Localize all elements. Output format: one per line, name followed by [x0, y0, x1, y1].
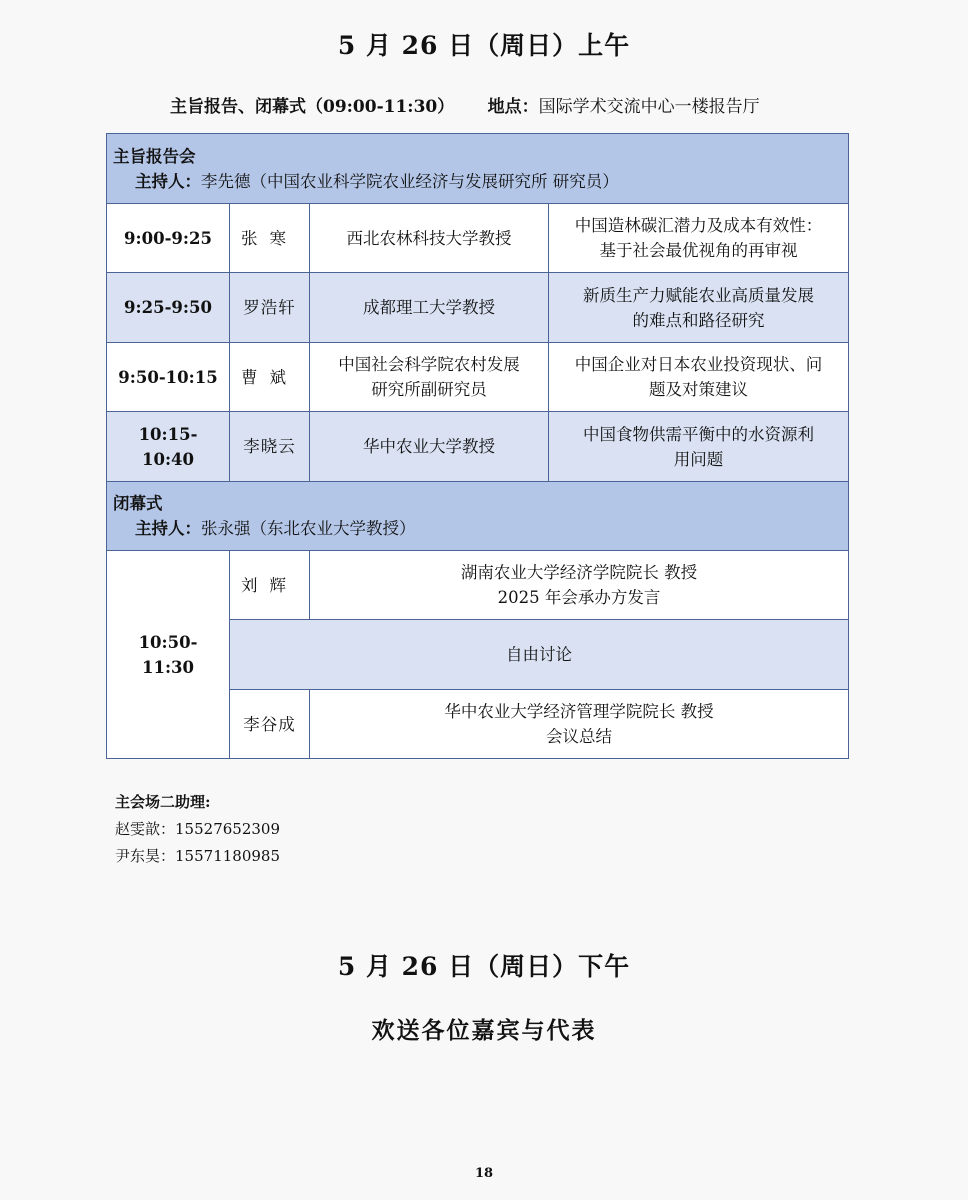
free-discussion-cell: 自由讨论: [230, 620, 849, 690]
assistant-item: [115, 843, 280, 870]
morning-title: 5 月 26 日（周日）上午: [337, 31, 631, 60]
speaker-cell: 刘辉: [230, 551, 310, 620]
closing-host: [113, 516, 842, 541]
assistants-block: [115, 789, 280, 870]
affiliation-line: 中国社会科学院农村发展: [338, 355, 520, 374]
time-cell: 9:00-9:25: [107, 204, 230, 273]
assistants-label: 主会场二助理:: [115, 793, 211, 811]
topic-line: 用问题: [673, 449, 724, 469]
content-line: 湖南农业大学经济学院院长 教授: [460, 563, 698, 582]
content-cell: [310, 690, 849, 759]
table-row: [107, 204, 849, 273]
host-label: 主持人：: [135, 171, 201, 191]
schedule-table: [106, 133, 849, 759]
time-cell: 9:50-10:15: [107, 343, 230, 412]
host-label: 主持人：: [135, 519, 201, 538]
time-cell: 9:25-9:50: [107, 273, 230, 343]
topic-cell: [549, 204, 849, 273]
assistant-phone: 15571180985: [175, 847, 280, 865]
speaker-cell: 李晓云: [230, 412, 310, 482]
affiliation-cell: [310, 343, 549, 412]
topic-line: 新质生产力赋能农业高质量发展: [583, 285, 814, 305]
closing-header: [107, 482, 849, 551]
keynote-header-row: [107, 134, 849, 204]
assistant-phone: 15527652309: [175, 820, 280, 838]
session-label: 主旨报告、闭幕式（09:00-11:30）: [170, 97, 455, 117]
location-value: 国际学术交流中心一楼报告厅: [538, 97, 760, 117]
speaker-cell: 张寒: [230, 204, 310, 273]
topic-line: 中国食物供需平衡中的水资源利: [583, 424, 814, 444]
assistant-name: 赵雯歆：: [115, 820, 176, 838]
affiliation-cell: 西北农林科技大学教授: [310, 204, 549, 273]
afternoon-title: 5 月 26 日（周日）下午: [337, 952, 631, 981]
content-cell: [310, 551, 849, 620]
affiliation-cell: 成都理工大学教授: [310, 273, 549, 343]
speaker-cell: 罗浩轩: [230, 273, 310, 343]
table-row: [107, 551, 849, 620]
content-line: 华中农业大学经济管理学院院长 教授: [444, 702, 714, 721]
afternoon-text: 欢送各位嘉宾与代表: [371, 1017, 597, 1044]
closing-section-title: 闭幕式: [113, 494, 163, 513]
topic-line: 中国企业对日本农业投资现状、问: [574, 355, 823, 374]
table-row: [107, 343, 849, 412]
speaker-cell: 曹斌: [230, 343, 310, 412]
topic-line: 中国造林碳汇潜力及成本有效性：: [574, 216, 823, 235]
topic-cell: [549, 273, 849, 343]
topic-cell: [549, 343, 849, 412]
page-number: 18: [474, 1166, 494, 1181]
host-value: 张永强（东北农业大学教授）: [201, 519, 416, 538]
table-row: [107, 273, 849, 343]
assistant-name: 尹东昊：: [115, 847, 176, 865]
host-value: 李先德（中国农业科学院农业经济与发展研究所 研究员）: [201, 171, 619, 191]
session-info: [170, 92, 760, 117]
time-cell: 10:50-11:30: [107, 551, 230, 759]
topic-cell: [549, 412, 849, 482]
assistant-item: [115, 816, 280, 843]
closing-header-row: [107, 482, 849, 551]
time-cell: 10:15-10:40: [107, 412, 230, 482]
keynote-section-title: 主旨报告会: [113, 146, 196, 166]
topic-line: 的难点和路径研究: [632, 310, 765, 330]
content-line: 2025 年会承办方发言: [497, 588, 661, 607]
keynote-host: [113, 169, 842, 194]
location-label: 地点：: [487, 97, 539, 117]
speaker-cell: 李谷成: [230, 690, 310, 759]
content-line: 会议总结: [546, 727, 612, 746]
topic-line: 题及对策建议: [649, 380, 748, 399]
keynote-header: [107, 134, 849, 204]
table-row: [107, 412, 849, 482]
affiliation-cell: 华中农业大学教授: [310, 412, 549, 482]
topic-line: 基于社会最优视角的再审视: [599, 241, 798, 260]
affiliation-line: 研究所副研究员: [371, 380, 487, 399]
